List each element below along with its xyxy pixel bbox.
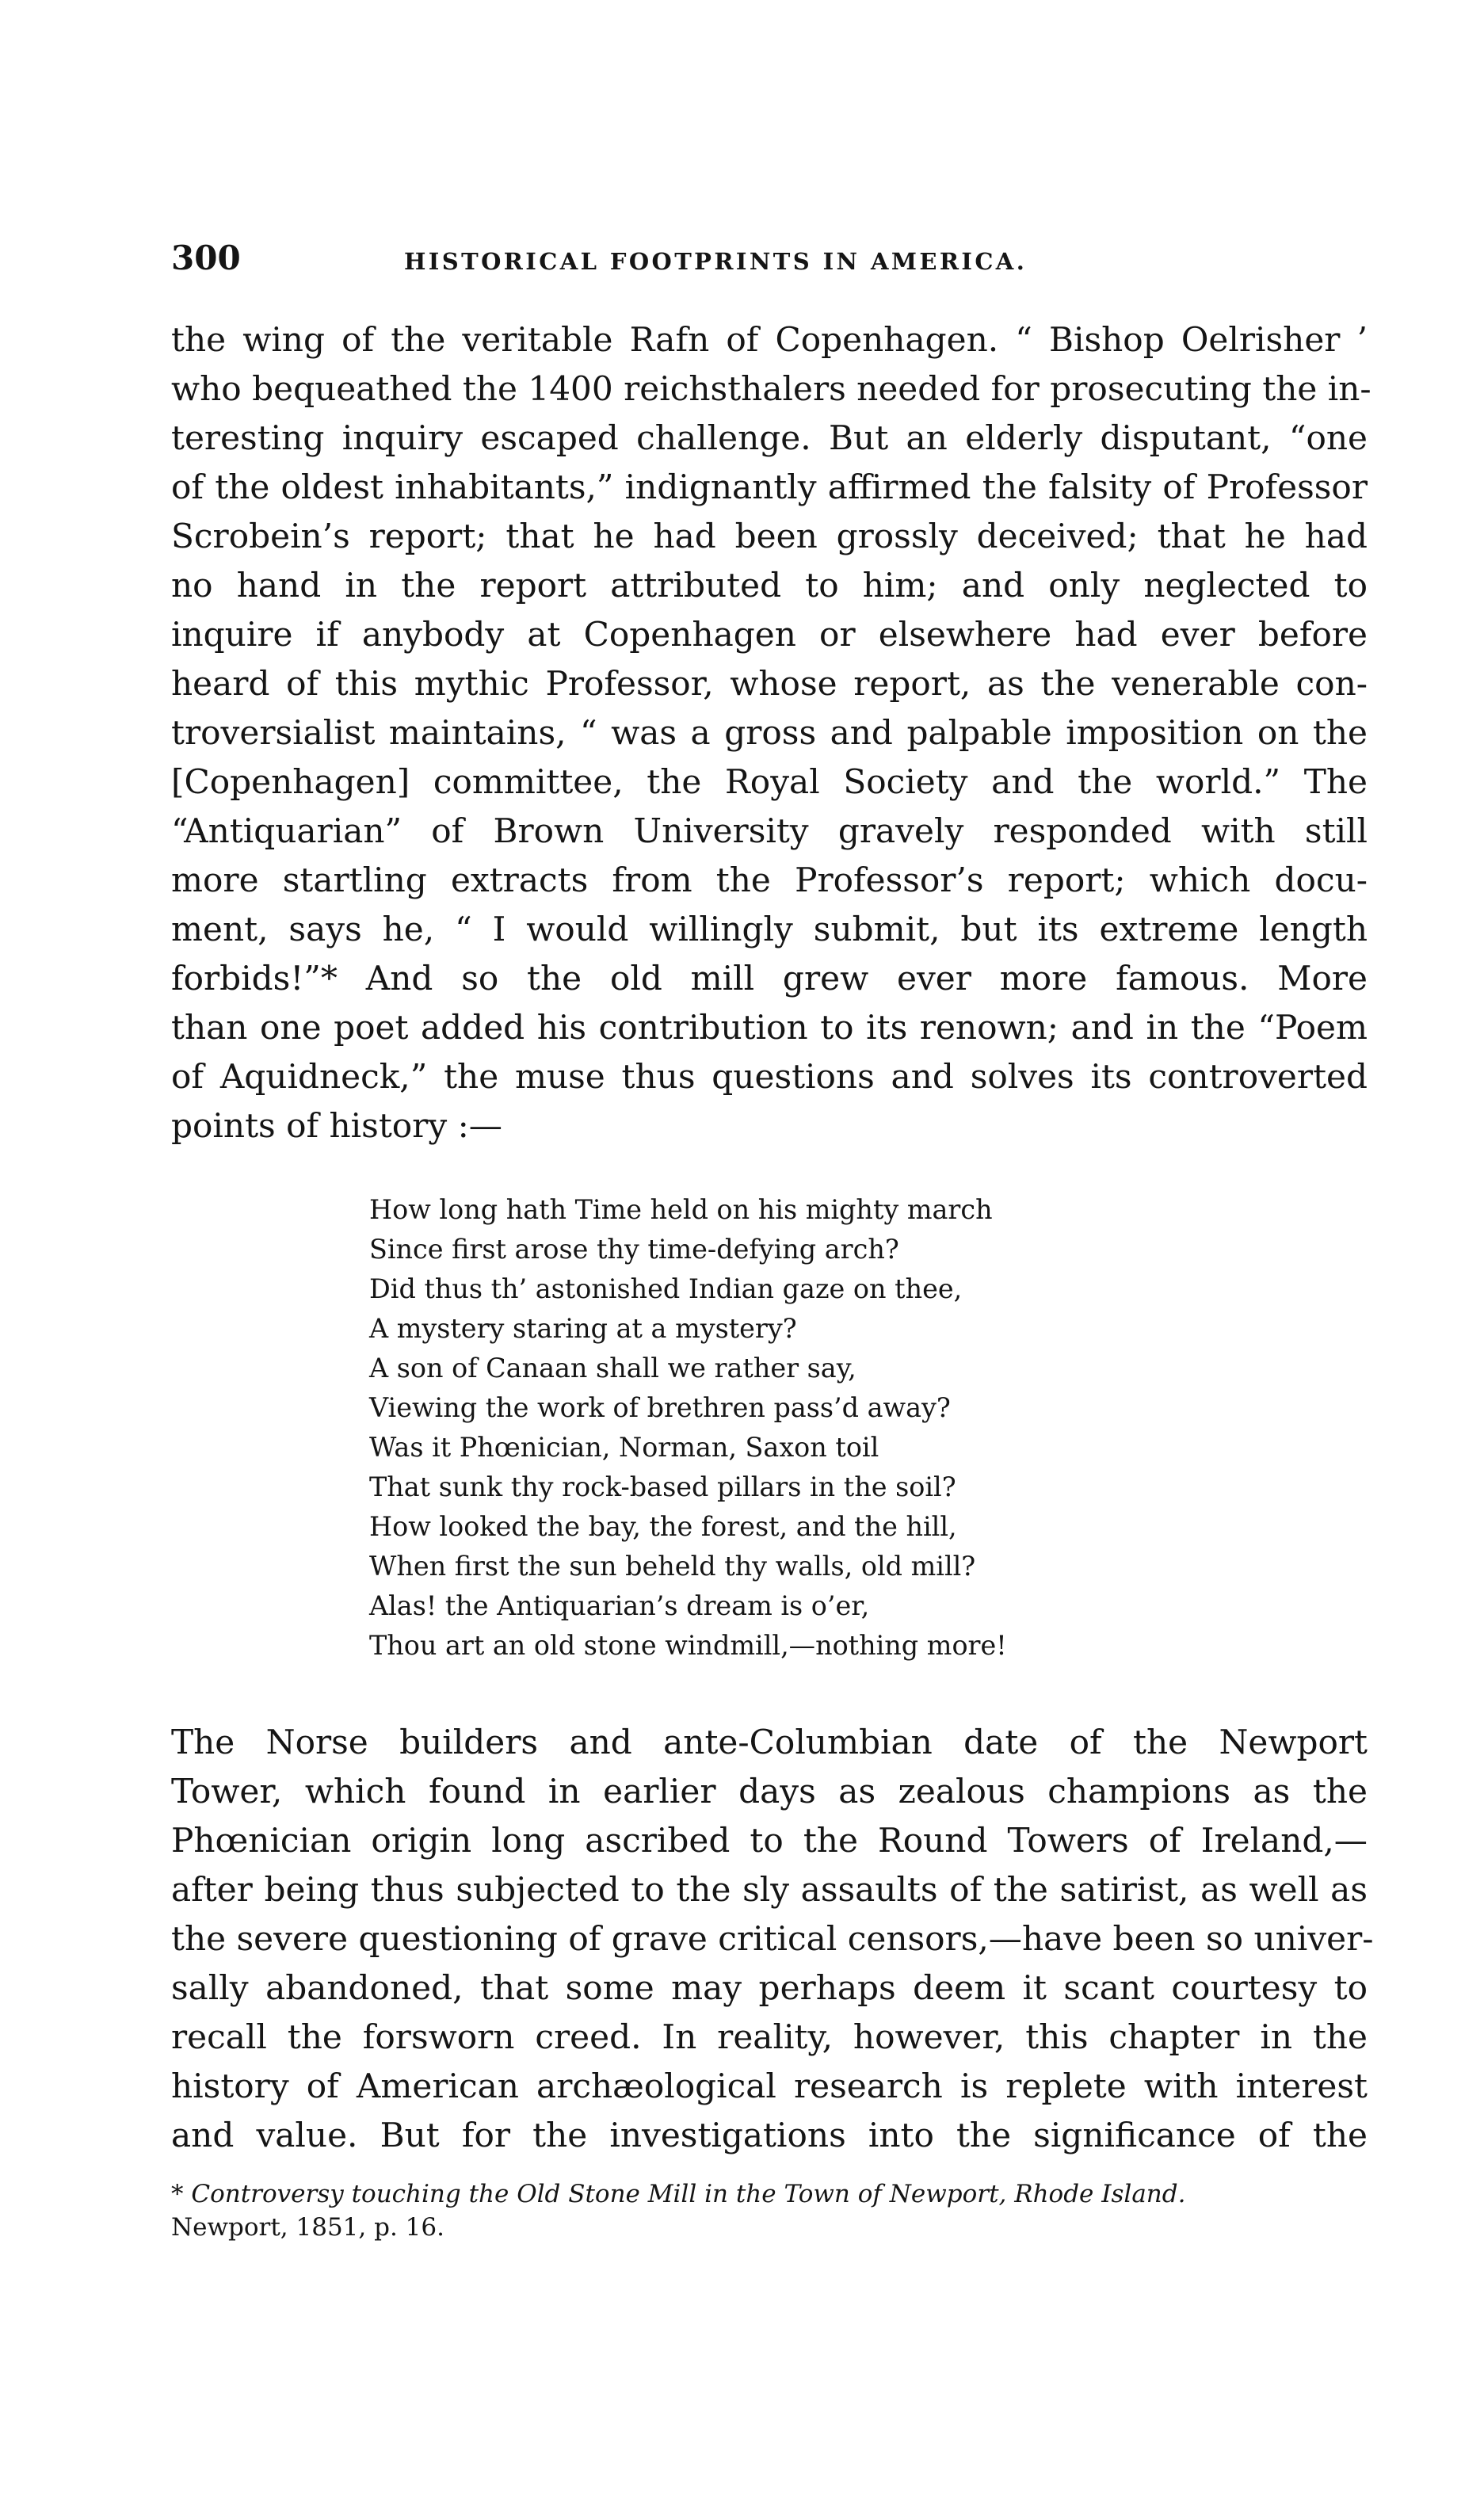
paragraph-2-line: Tower, which found in earlier days as zealous champions as the	[171, 1772, 1368, 1811]
paragraph-1-line: heard of this mythic Professor, whose report, as the venerable con-	[171, 664, 1368, 703]
poem-line: A mystery staring at a mystery?	[369, 1313, 797, 1344]
poem-line: Did thus th’ astonished Indian gaze on thee,	[369, 1273, 963, 1304]
paragraph-1-line: points of history :—	[171, 1106, 502, 1145]
poem-line: How looked the bay, the forest, and the hill,	[369, 1511, 957, 1542]
poem-line: Was it Phœnician, Norman, Saxon toil	[369, 1432, 879, 1463]
paragraph-1-line: of Aquidneck,” the muse thus questions and solves its controverted	[171, 1057, 1368, 1096]
paragraph-2-line: history of American archæological research is replete with interest	[171, 2067, 1368, 2105]
footnote-line: * Controversy touching the Old Stone Mill in the Town of Newport, Rhode Island.	[171, 2180, 1186, 2208]
poem-line: Since first arose thy time-defying arch?	[369, 1234, 899, 1265]
paragraph-2-line: The Norse builders and ante-Columbian date of the Newport	[171, 1723, 1368, 1761]
poem-line: Viewing the work of brethren pass’d away?	[369, 1392, 951, 1423]
paragraph-2-line: recall the forsworn creed. In reality, however, this chapter in the	[171, 2017, 1368, 2056]
paragraph-1-line: inquire if anybody at Copenhagen or elsewhere had ever before	[171, 615, 1368, 654]
paragraph-1-line: [Copenhagen] committee, the Royal Society and the world.” The	[171, 762, 1368, 801]
paragraph-2-line: the severe questioning of grave critical censors,—have been so univer-	[171, 1919, 1374, 1958]
paragraph-1-line: ment, says he, “ I would willingly submit, but its extreme length	[171, 910, 1368, 948]
poem-line: Alas! the Antiquarian’s dream is o’er,	[369, 1590, 870, 1621]
running-title: HISTORICAL FOOTPRINTS IN AMERICA.	[404, 248, 1028, 275]
paragraph-1-line: who bequeathed the 1400 reichsthalers needed for prosecuting the in-	[171, 369, 1371, 408]
poem-line: When first the sun beheld thy walls, old mill?	[369, 1551, 976, 1582]
paragraph-2-line: sally abandoned, that some may perhaps deem it scant courtesy to	[171, 1968, 1368, 2007]
paragraph-2-line: and value. But for the investigations into the significance of the	[171, 2116, 1368, 2154]
running-head	[171, 235, 1375, 282]
paragraph-1-line: teresting inquiry escaped challenge. But an elderly disputant, “one	[171, 418, 1368, 457]
paragraph-1-line: troversialist maintains, “ was a gross and palpable imposition on the	[171, 713, 1368, 752]
paragraph-1-line: of the oldest inhabitants,” indignantly affirmed the falsity of Professor	[171, 468, 1368, 506]
paragraph-1-line: more startling extracts from the Professor’s report; which docu-	[171, 861, 1368, 899]
poem-line: A son of Canaan shall we rather say,	[369, 1353, 856, 1383]
footnote-line: Newport, 1851, p. 16.	[171, 2213, 444, 2242]
poem-line: That sunk thy rock-based pillars in the soil?	[369, 1471, 956, 1502]
paragraph-1-line: than one poet added his contribution to its renown; and in the “Poem	[171, 1008, 1368, 1047]
paragraph-1-line: forbids!”* And so the old mill grew ever more famous. More	[171, 959, 1368, 998]
paragraph-1-line: no hand in the report attributed to him; and only neglected to	[171, 566, 1368, 605]
poem-line: Thou art an old stone windmill,—nothing more!	[369, 1630, 1007, 1661]
paragraph-2-line: after being thus subjected to the sly assaults of the satirist, as well as	[171, 1870, 1368, 1909]
paragraph-1-line: Scrobein’s report; that he had been grossly deceived; that he had	[171, 517, 1368, 555]
paragraph-1-line: “Antiquarian” of Brown University gravely responded with still	[171, 811, 1368, 850]
paragraph-2-line: Phœnician origin long ascribed to the Round Towers of Ireland,—	[171, 1821, 1368, 1860]
paragraph-1-line: the wing of the veritable Rafn of Copenhagen. “ Bishop Oelrisher ’	[171, 320, 1368, 359]
poem-line: How long hath Time held on his mighty march	[369, 1194, 993, 1225]
page-number: 300	[171, 239, 241, 277]
